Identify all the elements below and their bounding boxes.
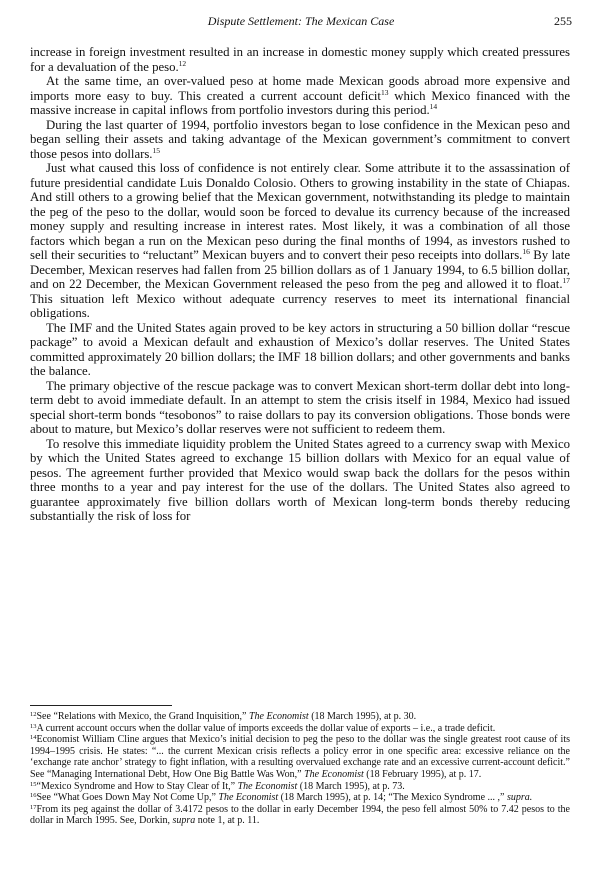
paragraph: [30, 45, 570, 74]
italic-text: The Economist: [304, 768, 364, 780]
text-run: From its peg against the dollar of 3.4172 pesos to the dollar in early December 1994, the peso fell almost 50% to 7.42 pesos to the dollar in March 1995. See, Dorkin,: [30, 803, 570, 827]
footnote-ref: 17: [562, 276, 570, 285]
footnote: [30, 734, 570, 780]
running-head-title: Dispute Settlement: The Mexican Case: [207, 14, 395, 28]
footnote: [30, 792, 570, 804]
footnote: [30, 723, 570, 735]
paragraph: [30, 321, 570, 379]
text-run: At the same time, an over-valued peso at home made Mexican goods abroad more expensive and imports more easy to buy. This created a current account deficit: [30, 74, 570, 103]
text-run: The primary objective of the rescue package was to convert Mexican short-term dollar debt into long-term debt to avoid immediate default. In an attempt to stem the crisis itself in 1984, Mexico had issued special short-term bonds “tesobonos” to raise dollars to pay its conversion obligations. Those bonds were about to mature, but Mexico’s dollar reserves were not sufficient to redeem them.: [30, 378, 570, 436]
footnote-number: 14: [30, 734, 37, 742]
italic-text: The Economist: [237, 780, 298, 792]
text-run: This situation left Mexico without adequate currency reserves to meet its international financial obligations.: [30, 291, 570, 320]
footnote-ref: 16: [522, 247, 530, 256]
footnote: [30, 781, 570, 793]
italic-text: supra.: [506, 792, 533, 804]
footnote: [30, 804, 570, 827]
italic-text: The Economist: [248, 711, 309, 722]
text-run: To resolve this immediate liquidity problem the United States agreed to a currency swap with Mexico by which the United States agreed to exchange 15 billion dollars with Mexico for an equal value of pesos. The agreement further provided that Mexico would swap back the dollars for the pesos within three months to a year and pay interest for the use of the dollars. The United States also agreed to guarantee approximately five billion dollars worth of Mexican long-term bonds thereby reducing substantially the risk of loss for: [30, 436, 570, 523]
italic-text: The Economist: [218, 792, 279, 804]
footnote-number: 17: [30, 803, 37, 811]
text-run: Just what caused this loss of confidence is not entirely clear. Some attribute it to the assassination of future presidential candidate Luis Donaldo Colosio. Others to growing instability in the state of Chiapas. And still others to a growing belief that the Mexican government, notwithstanding its pledge to maintain the peg of the peso to the dollar, would soon be forced to devalue its currency because of the increased money supply and resulting increase in interest rates. Most likely, it was a combination of all those factors which began a run on the Mexican peso during the final months of 1994, as investors rushed to sell their securities to “reluctant” Mexican buyers and to convert their peso receipts into dollars.: [30, 161, 570, 262]
paragraph: [30, 118, 570, 162]
text-run: (18 March 1995), at p. 30.: [308, 711, 417, 722]
text-run: By late December, Mexican reserves had fallen from 25 billion dollars as of 1 January 1994, to 6.5 billion dollar, and on 22 December, the Mexican Government released the peso from the peg and allowed it to float.: [30, 248, 570, 291]
text-run: “Mexico Syndrome and How to Stay Clear of It,”: [36, 780, 238, 792]
text-run: increase in foreign investment resulted in an increase in domestic money supply which created pressures for a devaluation of the peso.: [30, 45, 570, 74]
text-run: Economist William Cline argues that Mexico’s initial decision to peg the peso to the dollar was the single greatest root cause of its 1994–1995 crisis. He states: “... the current Mexican crisis reflects a policy error in one specific area: excessive reliance on the ‘exchange rate anchor’ strategy to fight inflation, with a resulting overvalued exchange rate and an excessive current-account deficit.” See “Managing International Debt, How One Big Battle Was Won,”: [30, 734, 570, 780]
footnote-number: 12: [30, 711, 37, 718]
paragraph: [30, 161, 570, 321]
italic-text: supra: [172, 815, 196, 827]
text-run: See “Relations with Mexico, the Grand Inquisition,”: [36, 711, 249, 722]
footnote-ref: 12: [178, 58, 187, 68]
paragraph: [30, 437, 570, 524]
text-run: During the last quarter of 1994, portfolio investors began to lose confidence in the Mexican peso and began selling their assets and taking advantage of the Mexican government’s commitment to convert those pesos into dollars.: [30, 117, 570, 161]
page-number: 255: [554, 14, 572, 28]
body-text: [30, 45, 570, 524]
text-run: A current account occurs when the dollar value of imports exceeds the dollar value of exports – i.e., a trade deficit.: [36, 722, 496, 734]
footnote-ref: 15: [152, 145, 160, 155]
text-run: which Mexico financed with the massive increase in capital inflows from portfolio investors during this period.: [30, 88, 570, 117]
paragraph: [30, 74, 570, 118]
footnote-number: 13: [30, 722, 37, 730]
footnote: [30, 711, 570, 723]
footnotes: [30, 711, 570, 827]
text-run: (18 February 1995), at p. 17.: [363, 768, 482, 780]
text-run: See “What Goes Down May Not Come Up,”: [36, 792, 219, 804]
footnote-ref: 13: [380, 87, 389, 97]
text-run: (18 March 1995), at p. 73.: [297, 780, 405, 792]
footnote-number: 15: [30, 780, 37, 788]
paragraph: [30, 379, 570, 437]
running-head: [30, 14, 572, 32]
footnote-number: 16: [30, 792, 37, 800]
text-run: The IMF and the United States again proved to be key actors in structuring a 50 billion dollar “rescue package” to avoid a Mexican default and exhaustion of Mexico’s dollar reserves. The United States committed approximately 20 billion dollars; the IMF 18 billion dollars; and other governments and banks the balance.: [30, 320, 570, 378]
footnote-ref: 14: [429, 102, 438, 111]
text-run: note 1, at p. 11.: [195, 815, 260, 827]
text-run: (18 March 1995), at p. 14; “The Mexico Syndrome ... ,”: [278, 792, 507, 804]
footnote-divider: [30, 705, 172, 706]
